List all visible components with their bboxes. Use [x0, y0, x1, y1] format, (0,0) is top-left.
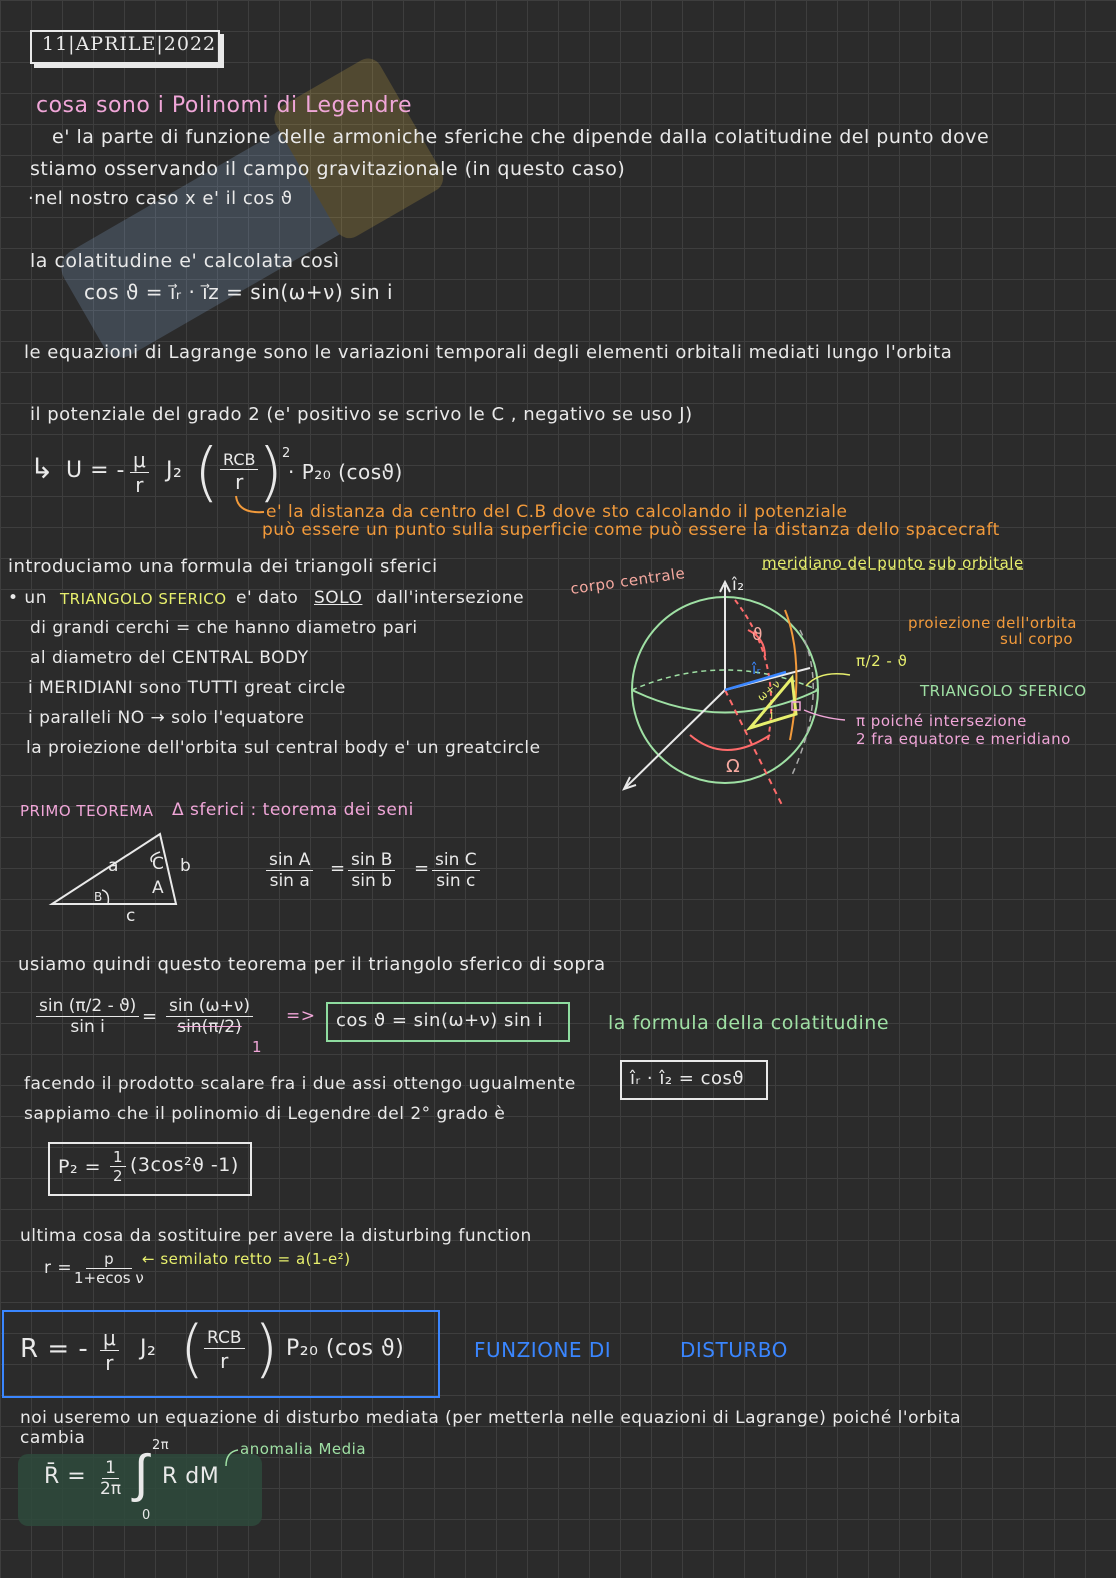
- intro-line-1: e' la parte di funzione delle armoniche sferiche che dipende dalla colatitudine del punto dove: [52, 126, 990, 148]
- R-paren-open: (: [180, 1312, 205, 1385]
- sinb: sin b: [351, 871, 392, 891]
- pi2-note-1: π poiché intersezione: [856, 712, 1027, 730]
- half-num: 1: [110, 1148, 126, 1167]
- date-label: 11|APRILE|2022: [42, 33, 217, 55]
- half-frac: [110, 1148, 126, 1185]
- sinC: sin C: [432, 850, 480, 871]
- p2-rhs: (3cos²ϑ -1): [130, 1154, 239, 1176]
- colatitude-label: la formula della colatitudine: [608, 1012, 890, 1034]
- anomalia-label: anomalia Media: [240, 1440, 367, 1458]
- omega-symbol: Ω: [726, 756, 741, 777]
- l-den: sin i: [70, 1017, 105, 1037]
- potential-mu-frac: [130, 448, 149, 497]
- p20-term: · P₂₀ (cosϑ): [288, 460, 403, 484]
- R-paren-close: ): [254, 1312, 279, 1385]
- spherical-given: e' dato: [236, 588, 299, 608]
- spherical-line-1: introduciamo una formula dei triangoli sferici: [8, 556, 438, 577]
- tri-a: a: [108, 856, 119, 876]
- R-p20: P₂₀ (cos ϑ): [286, 1336, 405, 1361]
- apply-eq: =: [142, 1006, 158, 1027]
- tri-A: A: [152, 878, 165, 898]
- potential-note-1: e' la distanza da centro del C.B dove sto calcolando il potenziale: [266, 502, 848, 522]
- r-lhs: r =: [44, 1258, 73, 1278]
- integral-lower: 0: [142, 1508, 151, 1523]
- sines-frac-3: [432, 850, 480, 891]
- mu: μ: [130, 448, 149, 473]
- paren-open: (: [194, 436, 220, 510]
- spherical-line-3: di grandi cerchi = che hanno diametro pari: [30, 618, 418, 638]
- spherical-line-5: i MERIDIANI sono TUTTI great circle: [28, 678, 346, 698]
- tri-c: c: [126, 906, 136, 926]
- tri-b: b: [180, 856, 192, 876]
- potential-lhs: U = -: [66, 458, 125, 483]
- r: r: [135, 473, 144, 497]
- R-mu: μ: [100, 1326, 119, 1351]
- R-rcb-r: r: [220, 1349, 229, 1373]
- apply-frac-right: [166, 996, 253, 1037]
- spherical-bullet: • un: [8, 588, 47, 608]
- lagrange-text: le equazioni di Lagrange sono le variazioni temporali degli elementi orbitali mediati lungo l'orbita: [24, 342, 953, 363]
- proiezione-label-1: proiezione dell'orbita: [908, 614, 1077, 632]
- disturb-text: ultima cosa da sostituire per avere la disturbing function: [20, 1226, 532, 1246]
- j2: J₂: [166, 458, 183, 483]
- scalar-boxed: îᵣ · î₂ = cosϑ: [630, 1068, 744, 1089]
- wv-symbol: ω+ν: [754, 677, 784, 704]
- semilato-note: ← semilato retto = a(1-e²): [142, 1250, 351, 1268]
- average-text-2: cambia: [20, 1428, 86, 1448]
- sina: sin a: [269, 871, 310, 891]
- i-symbol: i: [770, 708, 774, 722]
- iz-label: î₂: [732, 575, 745, 595]
- r-num-p: p: [86, 1250, 132, 1269]
- spherical-line-6: i paralleli NO → solo l'equatore: [28, 708, 305, 728]
- R-j2: J₂: [140, 1336, 157, 1361]
- rcb-frac: [220, 450, 258, 494]
- avg-2pi: 2π: [100, 1479, 122, 1499]
- legendre-title: cosa sono i Polinomi di Legendre: [36, 93, 413, 118]
- triangolo-sferico-diagram-label: TRIANGOLO SFERICO: [920, 682, 1087, 700]
- rcb: RCB: [220, 450, 258, 470]
- spherical-line-7: la proiezione dell'orbita sul central body e' un greatcircle: [26, 738, 541, 758]
- potential-note-2: può essere un punto sulla superficie come può essere la distanza dello spacecraft: [262, 520, 1000, 540]
- apply-text: usiamo quindi questo teorema per il triangolo sferico di sopra: [18, 954, 606, 975]
- half-den: 2: [113, 1167, 123, 1185]
- r-den: r: [235, 470, 244, 494]
- colatitude-formula: cos ϑ = i⃗ᵣ · i⃗z = sin(ω+ν) sin i: [84, 280, 394, 304]
- theorem-subtitle: Δ sferici : teorema dei seni: [172, 800, 414, 820]
- sinc: sin c: [436, 871, 476, 891]
- R-mu-frac: [100, 1326, 119, 1375]
- average-text: noi useremo un equazione di disturbo mediata (per metterla nelle equazioni di Lagrange) poiché l'orbita: [20, 1408, 962, 1428]
- colatitude-boxed: cos ϑ = sin(ω+ν) sin i: [336, 1010, 543, 1031]
- sines-frac-2: [348, 850, 395, 891]
- exponent: 2: [282, 446, 291, 461]
- eq-1: =: [330, 858, 346, 879]
- note-arrow: [230, 494, 270, 520]
- one-over-2pi: [100, 1458, 121, 1499]
- R-lhs: R = -: [20, 1334, 89, 1364]
- tri-B: B: [94, 890, 103, 904]
- r-num: sin (ω+ν): [166, 996, 253, 1017]
- p2-lhs: P₂ =: [58, 1156, 102, 1178]
- sinB: sin B: [348, 850, 395, 871]
- spherical-intersection: dall'intersezione: [376, 588, 525, 608]
- paren-close: ): [258, 436, 284, 510]
- potential-text: il potenziale del grado 2 (e' positivo se scrivo le C , negativo se uso J): [30, 404, 693, 425]
- integral-upper: 2π: [152, 1438, 170, 1453]
- spherical-line-4: al diametro del CENTRAL BODY: [30, 648, 309, 668]
- legendre-2-text: sappiamo che il polinomio di Legendre del 2° grado è: [24, 1104, 506, 1124]
- sinA: sin A: [266, 850, 313, 871]
- eq-2: =: [414, 858, 430, 879]
- proiezione-label-2: sul corpo: [1000, 630, 1074, 648]
- theta-symbol: ϑ: [752, 625, 764, 645]
- one-label: 1: [252, 1038, 263, 1056]
- R-rcb: RCB: [204, 1328, 245, 1349]
- l-num: sin (π/2 - ϑ): [36, 996, 139, 1017]
- disturbo-label: DISTURBO: [680, 1338, 788, 1362]
- intro-line-2: stiamo osservando il campo gravitazionale (in questo caso): [30, 158, 626, 180]
- integrand: R dM: [162, 1464, 220, 1489]
- ir-symbol: îᵣ: [752, 660, 762, 678]
- theorem-title: PRIMO TEOREMA: [20, 802, 154, 820]
- solo-label: SOLO: [314, 588, 363, 608]
- tri-C: C: [152, 854, 165, 874]
- R-r: r: [105, 1351, 114, 1375]
- apply-frac-left: [36, 996, 139, 1037]
- avg-one: 1: [102, 1458, 119, 1479]
- r-den: sin(π/2): [177, 1017, 242, 1037]
- integral-sign: ∫: [134, 1444, 149, 1504]
- intro-line-3: ·nel nostro caso x e' il cos ϑ: [28, 188, 293, 209]
- half-pi-theta: π/2 - ϑ: [856, 652, 908, 670]
- corpo-centrale-label: corpo centrale: [569, 564, 687, 598]
- anomalia-pointer: [222, 1446, 242, 1468]
- triangolo-sferico-label: TRIANGOLO SFERICO: [60, 590, 227, 608]
- sines-frac-1: [266, 850, 313, 891]
- scalar-text: facendo il prodotto scalare fra i due assi ottengo ugualmente: [24, 1074, 576, 1094]
- r-den-ecos: 1+ecos ν: [74, 1269, 144, 1287]
- funzione-label: FUNZIONE DI: [474, 1338, 612, 1362]
- Rbar-lhs: R̄ =: [44, 1464, 87, 1489]
- r-frac: [74, 1250, 144, 1287]
- implies-arrow: =>: [286, 1006, 316, 1026]
- pi2-note-2: 2 fra equatore e meridiano: [856, 730, 1071, 748]
- potential-arrow: ↳: [30, 452, 54, 485]
- R-rcb-frac: [204, 1328, 245, 1373]
- meridiano-label: meridiano del punto sub orbitale: [762, 554, 1024, 572]
- colatitude-text: la colatitudine e' calcolata così: [30, 250, 340, 272]
